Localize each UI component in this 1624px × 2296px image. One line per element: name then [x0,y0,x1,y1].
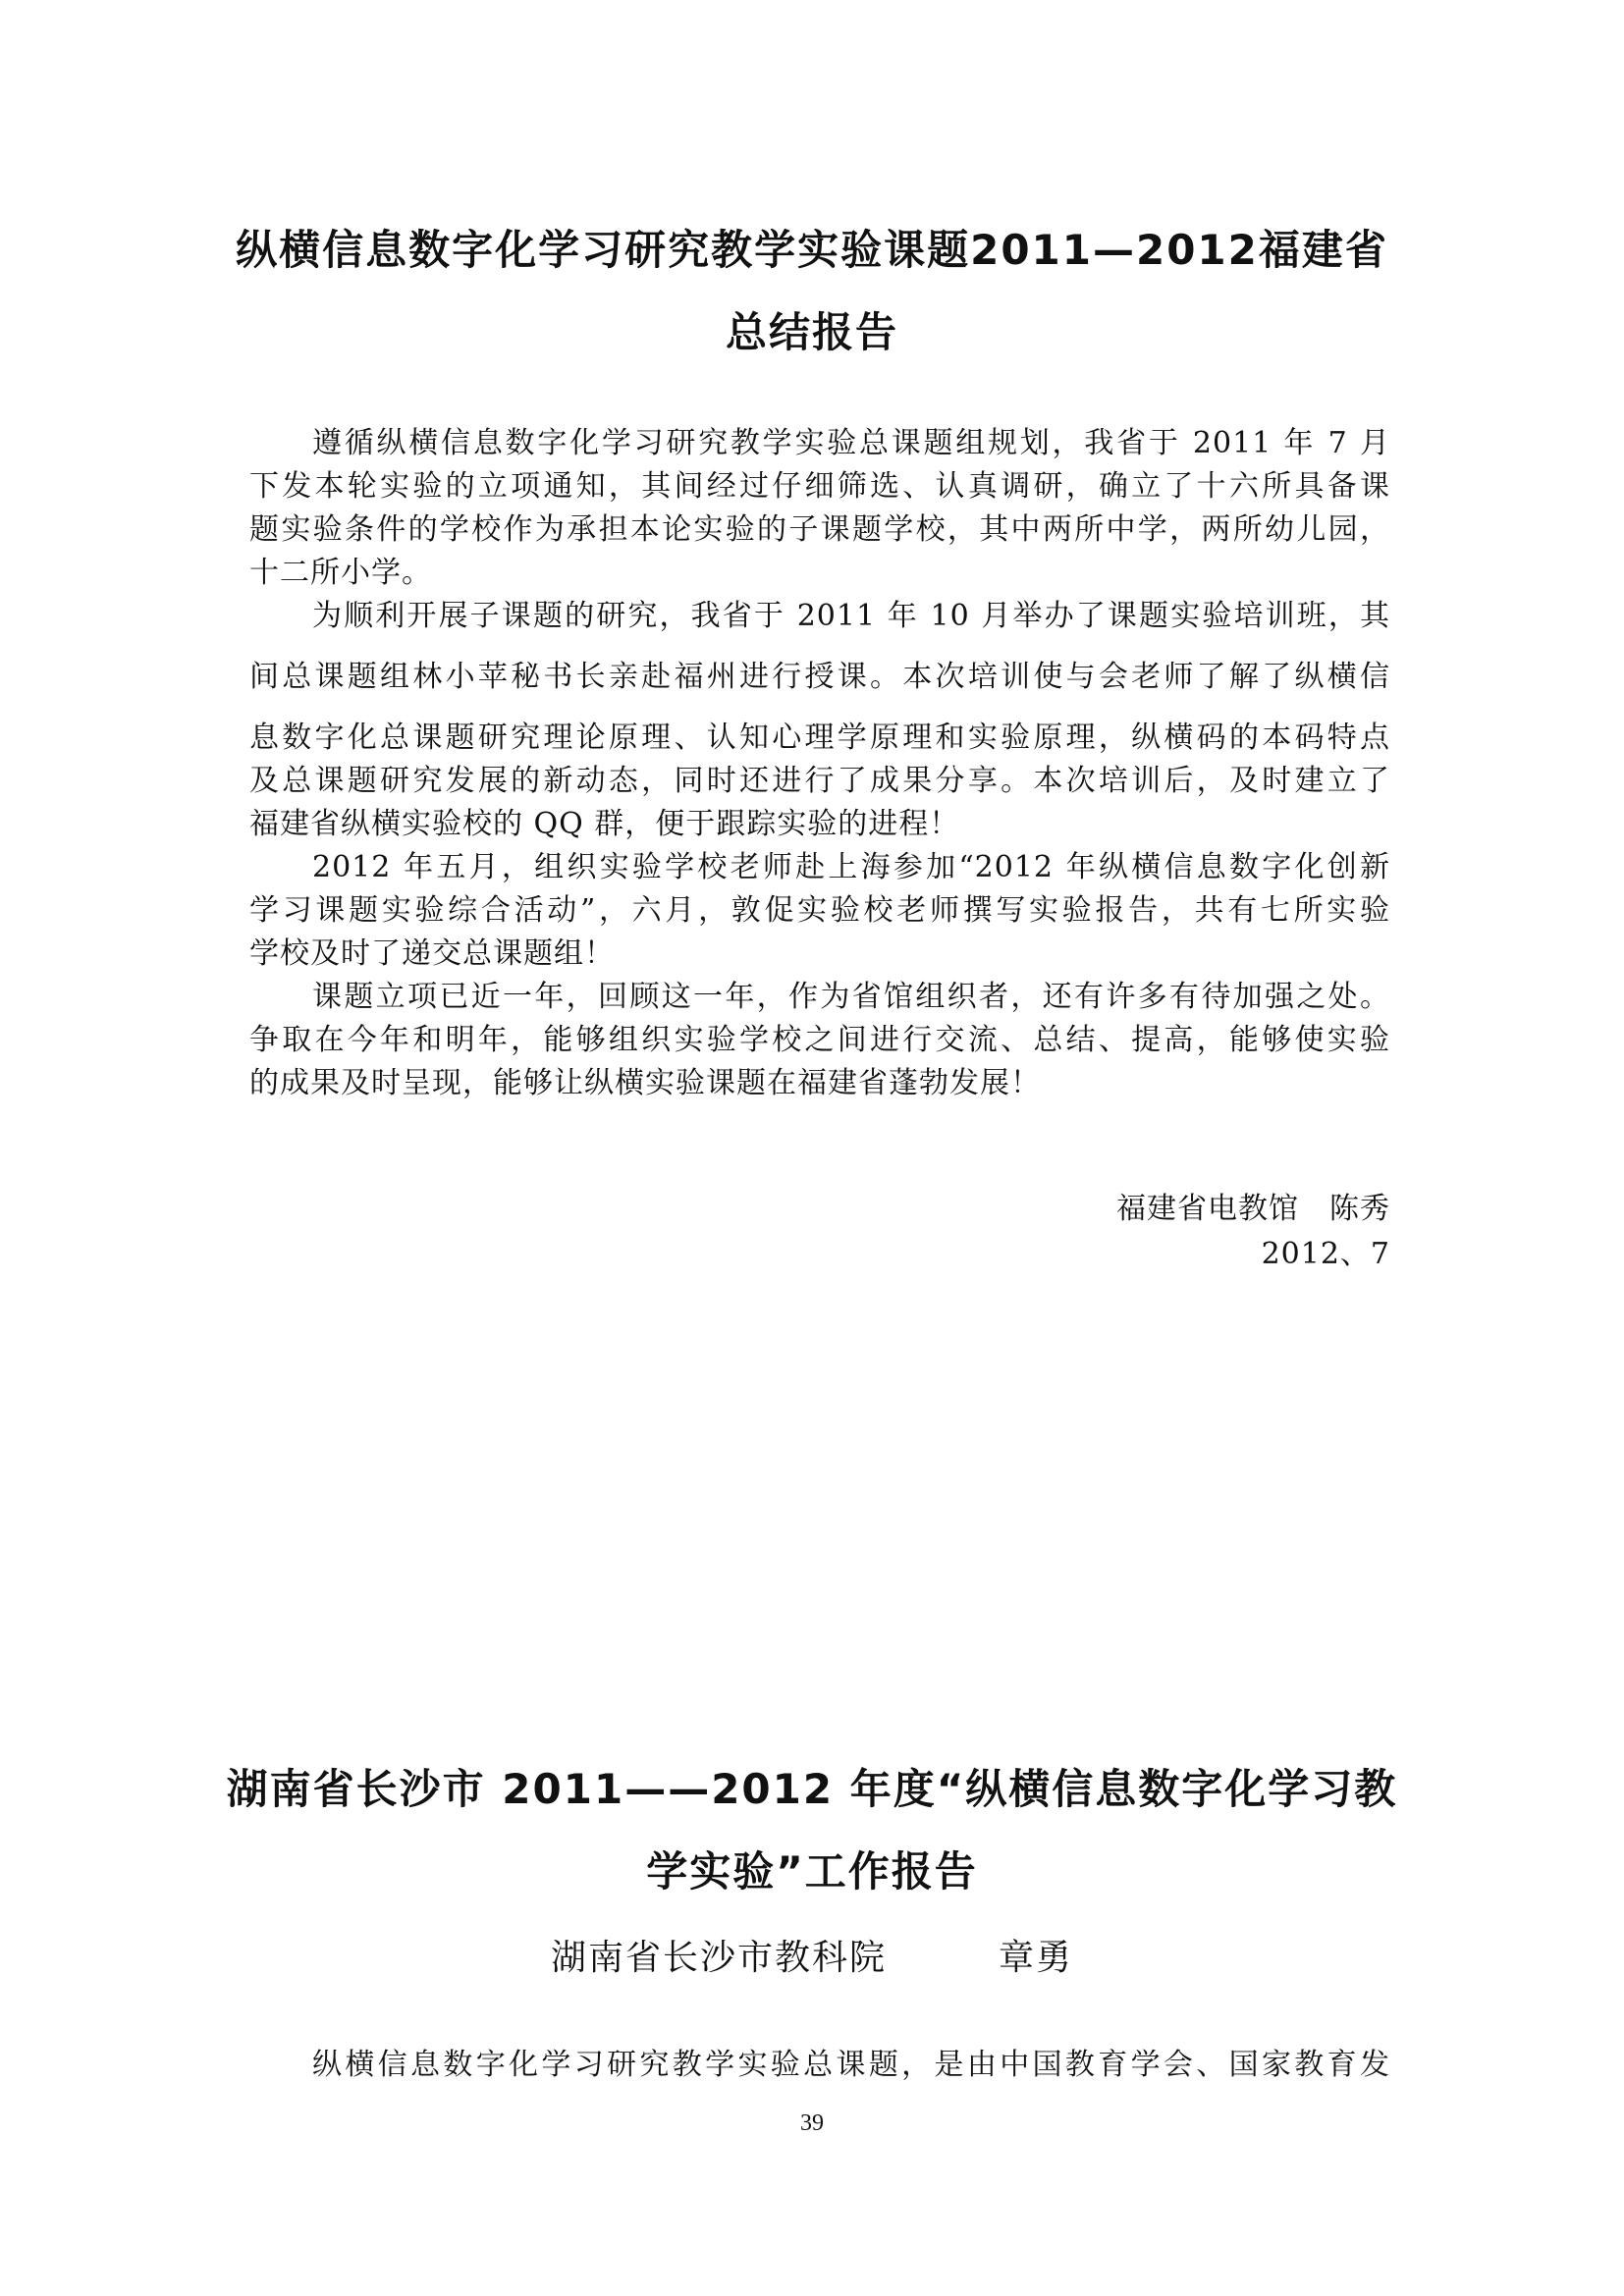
report1-body-line: 的成果及时呈现，能够让纵横实验课题在福建省蓬勃发展！ [249,1066,1041,1100]
report1-signature: 福建省电教馆 陈秀 [1116,1192,1390,1226]
report1-date: 2012、7 [1261,1237,1390,1271]
report2-byline: 湖南省长沙市教科院 章勇 [550,1938,1073,1978]
report1-body-line: 福建省纵横实验校的 QQ 群，便于跟踪实验的进程！ [249,807,960,841]
report1-body-line: 争取在今年和明年，能够组织实验学校之间进行交流、总结、提高，能够使实验 [249,1023,1390,1057]
report1-body-line: 题实验条件的学校作为承担本论实验的子课题学校，其中两所中学，两所幼儿园， [249,512,1390,547]
report1-body-line: 为顺利开展子课题的研究，我省于 2011 年 10 月举办了课题实验培训班，其 [312,599,1390,633]
report2-title-line2: 学实验”工作报告 [646,1847,978,1896]
report1-body-line: 十二所小学。 [249,556,432,590]
report1-body-line: 及总课题研究发展的新动态，同时还进行了成果分享。本次培训后，及时建立了 [249,764,1390,798]
report2-body-line: 纵横信息数字化学习研究教学实验总课题，是由中国教育学会、国家教育发 [312,2048,1390,2082]
report1-body-line: 息数字化总课题研究理论原理、认知心理学原理和实验原理，纵横码的本码特点 [249,721,1390,755]
report1-body-line: 间总课题组林小苹秘书长亲赴福州进行授课。本次培训使与会老师了解了纵横信 [249,660,1390,694]
report1-body-line: 学校及时了递交总课题组！ [249,936,615,971]
report1-body-line: 遵循纵横信息数字化学习研究教学实验总课题组规划，我省于 2011 年 7 月 [312,426,1390,460]
report1-title-line2: 总结报告 [725,308,898,356]
report1-body-line: 2012 年五月，组织实验学校老师赴上海参加“2012 年纵横信息数字化创新 [312,850,1390,884]
report1-body-line: 课题立项已近一年，回顾这一年，作为省馆组织者，还有许多有待加强之处。 [312,980,1390,1014]
report1-title-line1: 纵横信息数字化学习研究教学实验课题2011—2012福建省 [236,226,1388,274]
report1-body-line: 下发本轮实验的立项通知，其间经过仔细筛选、认真调研，确立了十六所具备课 [249,469,1390,504]
report2-title-line1: 湖南省长沙市 2011——2012 年度“纵横信息数字化学习教 [226,1765,1398,1813]
report1-body-line: 学习课题实验综合活动”，六月，敦促实验校老师撰写实验报告，共有七所实验 [249,893,1390,928]
page-number: 39 [800,2110,824,2136]
